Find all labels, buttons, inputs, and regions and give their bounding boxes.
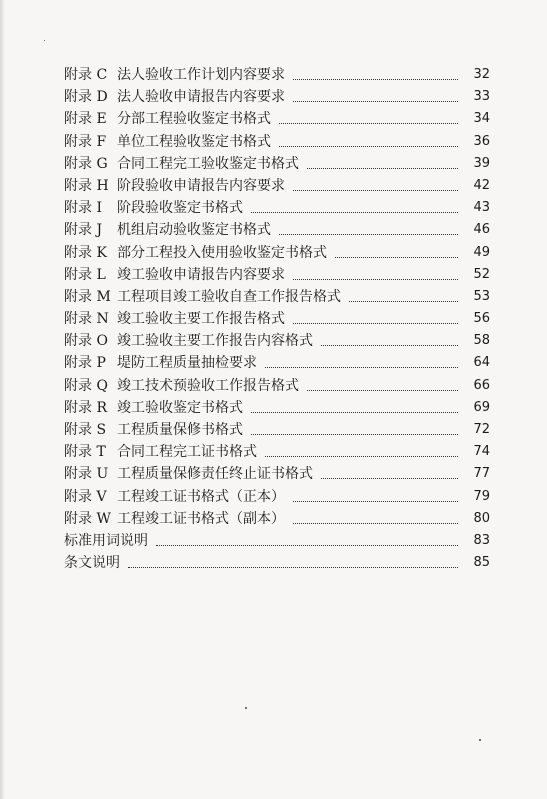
toc-entry-page-number: 49	[473, 244, 490, 260]
toc-entry-page-number: 32	[473, 67, 490, 82]
toc-entry-title: 竣工技术预验收工作报告格式	[117, 377, 299, 394]
toc-entry[interactable]	[64, 219, 490, 241]
toc-entry-page-number: 43	[473, 200, 490, 216]
toc-entry[interactable]	[64, 375, 490, 397]
toc-leader-dots	[265, 455, 458, 457]
toc-leader-dots	[279, 233, 458, 235]
toc-entry-label: 附录 W	[64, 510, 111, 527]
toc-entry-title: 工程项目竣工验收自查工作报告格式	[117, 288, 341, 305]
toc-entry-page-number: 53	[473, 288, 490, 304]
toc-entry-title: 阶段验收鉴定书格式	[117, 200, 243, 217]
toc-entry-page-number: 85	[473, 555, 490, 571]
toc-entry-page-number: 80	[473, 510, 490, 526]
toc-leader-dots	[335, 256, 458, 258]
toc-entry-title: 竣工验收主要工作报告格式	[117, 311, 285, 328]
toc-entry[interactable]	[64, 397, 490, 419]
toc-entry-label: 附录 P	[64, 355, 106, 372]
toc-entry-title: 竣工验收申请报告内容要求	[117, 266, 285, 283]
toc-leader-dots	[293, 522, 458, 524]
page-edge-shadow	[0, 0, 5, 799]
toc-entry-page-number: 83	[473, 532, 490, 548]
toc-entry-title: 工程质量保修责任终止证书格式	[117, 466, 313, 483]
toc-entry[interactable]	[64, 64, 490, 86]
toc-entry-page-number: 77	[473, 466, 490, 482]
toc-entry-title: 部分工程投入使用验收鉴定书格式	[117, 244, 327, 261]
toc-entry-title: 单位工程验收鉴定书格式	[117, 133, 271, 150]
scan-speck	[44, 40, 45, 41]
toc-entry-page-number: 33	[473, 89, 490, 105]
toc-entry[interactable]	[64, 441, 490, 463]
toc-entry-page-number: 64	[473, 355, 490, 371]
toc-entry-label: 附录 H	[64, 177, 109, 194]
toc-entry-page-number: 66	[473, 377, 490, 393]
toc-entry-label: 附录 F	[64, 133, 107, 150]
toc-entry-label: 附录 S	[64, 422, 107, 438]
toc-entry[interactable]	[64, 486, 490, 508]
toc-entry-title: 标准用词说明	[64, 532, 148, 549]
toc-entry[interactable]	[64, 86, 490, 108]
toc-entry-title: 工程竣工证书格式（副本）	[117, 510, 285, 527]
toc-entry-label: 附录 O	[64, 333, 108, 350]
toc-entry[interactable]	[64, 264, 490, 286]
toc-entry-page-number: 74	[473, 444, 490, 460]
toc-entry-page-number: 34	[473, 111, 490, 127]
table-of-contents	[64, 64, 490, 574]
toc-entry-label: 附录 C	[64, 67, 108, 83]
toc-entry-label: 附录 G	[64, 155, 108, 172]
toc-entry-label: 附录 N	[64, 311, 109, 328]
toc-leader-dots	[321, 344, 458, 346]
toc-entry-label: 附录 M	[64, 288, 111, 305]
toc-entry-title: 竣工验收鉴定书格式	[117, 399, 243, 416]
toc-leader-dots	[251, 211, 458, 213]
toc-entry-page-number: 79	[473, 488, 490, 504]
toc-leader-dots	[293, 78, 458, 80]
toc-entry-label: 附录 R	[64, 399, 107, 416]
toc-leader-dots	[279, 122, 458, 124]
toc-entry-label: 附录 L	[64, 266, 106, 283]
toc-entry-title: 工程质量保修书格式	[117, 422, 243, 438]
toc-entry-title: 竣工验收主要工作报告内容格式	[117, 333, 313, 350]
toc-entry[interactable]	[64, 552, 490, 574]
toc-entry-label: 附录 D	[64, 89, 108, 106]
toc-entry-page-number: 72	[473, 422, 490, 437]
toc-leader-dots	[293, 100, 458, 102]
scan-speck	[245, 707, 247, 709]
toc-leader-dots	[349, 300, 458, 302]
toc-entry[interactable]	[64, 108, 490, 130]
toc-entry[interactable]	[64, 197, 490, 219]
toc-entry[interactable]	[64, 352, 490, 374]
toc-entry[interactable]	[64, 153, 490, 175]
toc-leader-dots	[307, 167, 458, 169]
toc-entry-label: 附录 E	[64, 111, 107, 128]
toc-entry-title: 合同工程完工证书格式	[117, 444, 257, 461]
toc-entry-page-number: 39	[473, 155, 490, 171]
toc-entry-page-number: 56	[473, 311, 490, 327]
toc-entry[interactable]	[64, 131, 490, 153]
toc-entry-page-number: 36	[473, 133, 490, 149]
toc-entry[interactable]	[64, 419, 490, 441]
toc-entry-title: 工程竣工证书格式（正本）	[117, 488, 285, 505]
toc-entry-title: 法人验收申请报告内容要求	[117, 89, 285, 106]
toc-entry-label: 附录 K	[64, 244, 107, 261]
toc-entry-title: 法人验收工作计划内容要求	[117, 67, 285, 83]
toc-entry-label: 附录 U	[64, 466, 109, 483]
toc-entry[interactable]	[64, 242, 490, 264]
toc-leader-dots	[293, 322, 458, 324]
toc-entry-title: 合同工程完工验收鉴定书格式	[117, 155, 299, 172]
toc-entry[interactable]	[64, 330, 490, 352]
toc-leader-dots	[321, 477, 458, 479]
toc-leader-dots	[156, 544, 458, 546]
toc-entry[interactable]	[64, 463, 490, 485]
toc-leader-dots	[279, 145, 458, 147]
toc-entry[interactable]	[64, 530, 490, 552]
toc-entry-label: 附录 J	[64, 222, 103, 239]
toc-entry-label: 附录 V	[64, 488, 107, 505]
toc-entry-page-number: 42	[473, 177, 490, 193]
toc-entry-page-number: 58	[473, 333, 490, 349]
toc-leader-dots	[251, 433, 458, 435]
toc-leader-dots	[293, 278, 458, 280]
toc-entry-page-number: 69	[473, 399, 490, 415]
toc-entry[interactable]	[64, 286, 490, 308]
toc-leader-dots	[265, 366, 458, 368]
toc-entry-title: 机组启动验收鉴定书格式	[117, 222, 271, 239]
toc-entry[interactable]	[64, 175, 490, 197]
toc-entry-title: 条文说明	[64, 555, 120, 572]
toc-leader-dots	[293, 500, 458, 502]
toc-entry-title: 阶段验收申请报告内容要求	[117, 177, 285, 194]
toc-entry-label: 附录 Q	[64, 377, 108, 394]
toc-leader-dots	[128, 566, 458, 568]
toc-entry-label: 附录 T	[64, 444, 106, 461]
toc-entry-label: 附录 I	[64, 200, 102, 217]
toc-entry-page-number: 46	[473, 222, 490, 238]
toc-entry[interactable]	[64, 508, 490, 530]
toc-entry-title: 堤防工程质量抽检要求	[117, 355, 257, 372]
toc-entry[interactable]	[64, 308, 490, 330]
toc-entry-page-number: 52	[473, 266, 490, 282]
toc-entry-title: 分部工程验收鉴定书格式	[117, 111, 271, 128]
toc-leader-dots	[251, 411, 458, 413]
scan-speck	[479, 739, 481, 741]
toc-leader-dots	[293, 189, 458, 191]
toc-leader-dots	[307, 389, 458, 391]
